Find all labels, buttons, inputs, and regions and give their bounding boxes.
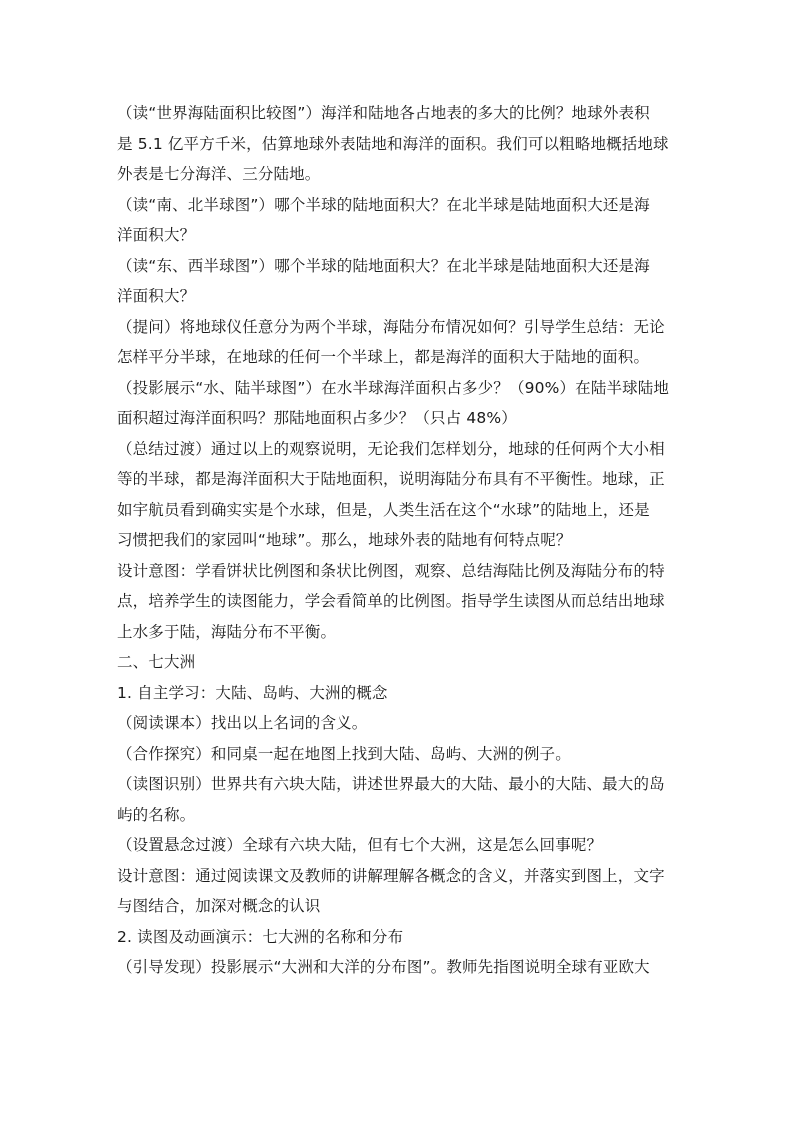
text-line: （提问）将地球仪任意分为两个半球，海陆分布情况如何？引导学生总结：无论 [117,317,665,336]
text-line: 屿的名称。 [117,805,196,824]
text-line: 如宇航员看到确实实是个水球，但是，人类生活在这个“水球”的陆地上，还是 [117,500,650,519]
section-heading: 二、七大洲 [117,653,196,671]
text-line: 洋面积大？ [117,287,196,305]
text-line: 外表是七分海洋、三分陆地。 [117,165,321,183]
text-line: （总结过渡）通过以上的观察说明，无论我们怎样划分，地球的任何两个大小相 [117,439,665,458]
text-line: 等的半球，都是海洋面积大于陆地面积，说明海陆分布具有不平衡性。地球，正 [117,470,665,488]
document-body [117,98,679,983]
text-line: 点，培养学生的读图能力，学会看简单的比例图。指导学生读图从而总结出地球 [117,592,665,610]
subsection-heading: 2. 读图及动画演示：七大洲的名称和分布 [117,927,404,946]
text-line: 洋面积大？ [117,226,196,244]
text-line: （设置悬念过渡）全球有六块大陆，但有七个大洲，这是怎么回事呢？ [117,836,603,854]
text-line: 与图结合，加深对概念的认识 [117,897,321,915]
text-line: 设计意图：通过阅读课文及教师的讲解理解各概念的含义，并落实到图上，文字 [117,866,665,885]
subsection-heading: 1. 自主学习：大陆、岛屿、大洲的概念 [117,683,388,702]
text-line: （合作探究）和同桌一起在地图上找到大陆、岛屿、大洲的例子。 [117,744,571,763]
text-line: （读图识别）世界共有六块大陆，讲述世界最大的大陆、最小的大陆、最大的岛 [117,775,665,793]
text-line: （读“南、北半球图”）哪个半球的陆地面积大？在北半球是陆地面积大还是海 [117,195,650,214]
text-line: 怎样平分半球，在地球的任何一个半球上，都是海洋的面积大于陆地的面积。 [117,348,650,366]
text-line: （引导发现）投影展示“大洲和大洋的分布图”。教师先指图说明全球有亚欧大 [117,958,650,976]
text-line: 是 5.1 亿平方千米，估算地球外表陆地和海洋的面积。我们可以粗略地概括地球 [117,134,669,153]
text-line: （阅读课本）找出以上名词的含义。 [117,714,368,732]
text-line: 习惯把我们的家园叫“地球”。那么，地球外表的陆地有何特点呢？ [117,531,572,549]
text-line: 面积超过海洋面积吗？那陆地面积占多少？（只占 48%） [117,409,517,427]
text-line: （读“世界海陆面积比较图”）海洋和陆地各占地表的多大的比例？地球外表积 [117,104,650,122]
text-line: （读“东、西半球图”）哪个半球的陆地面积大？在北半球是陆地面积大还是海 [117,256,650,275]
text-line: 设计意图：学看饼状比例图和条状比例图，观察、总结海陆比例及海陆分布的特 [117,561,665,580]
text-line: 上水多于陆，海陆分布不平衡。 [117,622,337,641]
text-line: （投影展示“水、陆半球图”）在水半球海洋面积占多少？（90%）在陆半球陆地 [117,378,670,397]
